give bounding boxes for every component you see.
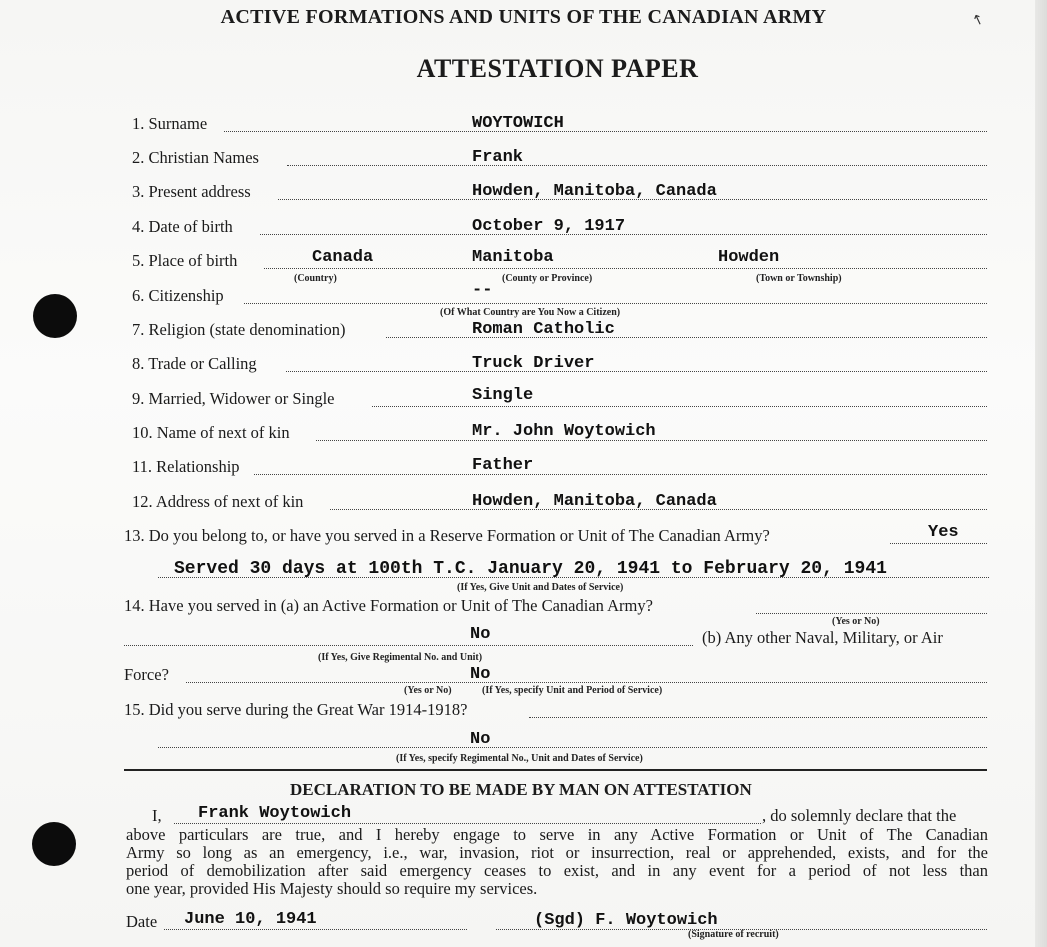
dotted-line: [244, 303, 987, 304]
field-next-of-kin-address: [132, 490, 987, 514]
question-14-b-answer: [124, 663, 987, 687]
question-13: [124, 524, 987, 548]
answer-15: No: [470, 730, 491, 749]
birth-town: Howden: [718, 248, 780, 267]
scan-edge: [1035, 0, 1047, 947]
answer-b: No: [470, 665, 491, 684]
question-14: [124, 594, 987, 618]
dotted-line: [264, 268, 987, 269]
declaration-line-5: one year, provided His Majesty should so require my services.: [126, 879, 538, 898]
caption-q13: (If Yes, Give Unit and Dates of Service): [457, 582, 624, 593]
question-text: 13. Do you belong to, or have you served in a Reserve Formation or Unit of The Canadian Army?: [124, 526, 770, 545]
field-value: Single: [472, 386, 534, 405]
recruit-signature: (Sgd) F. Woytowich: [534, 911, 718, 930]
field-label: 11. Relationship: [132, 457, 240, 476]
section-divider: [124, 769, 987, 771]
field-value: WOYTOWICH: [472, 114, 564, 133]
caption-q15: (If Yes, specify Regimental No., Unit and Dates of Service): [396, 753, 643, 764]
declaration-line-1-suffix: , do solemnly declare that the: [762, 806, 957, 825]
form-title: ATTESTATION PAPER: [416, 54, 699, 83]
field-present-address: [132, 180, 987, 204]
field-label: 12. Address of next of kin: [132, 492, 304, 511]
field-label: 6. Citizenship: [132, 286, 224, 305]
declaration-date: June 10, 1941: [184, 910, 317, 929]
dotted-line: [890, 543, 987, 544]
field-label: 9. Married, Widower or Single: [132, 389, 335, 408]
field-place-of-birth: [132, 249, 987, 273]
dotted-line: [186, 682, 987, 683]
caption-town: (Town or Township): [756, 273, 842, 284]
caption-province: (County or Province): [502, 273, 593, 284]
caption-citizenship: (Of What Country are You Now a Citizen): [440, 307, 621, 318]
declaration-title: DECLARATION TO BE MADE BY MAN ON ATTESTATION: [290, 780, 752, 799]
question-15-answer: [158, 728, 987, 752]
declaration-line-2: above particulars are true, and I hereby engage to serve in any Active Formation or Unit of The Canadian: [126, 825, 988, 844]
field-date-of-birth: [132, 215, 987, 239]
field-religion: [132, 318, 987, 342]
corner-mark: ↖: [969, 10, 987, 30]
declaration-date-signature: [126, 910, 987, 934]
field-label: 10. Name of next of kin: [132, 423, 290, 442]
field-label: 2. Christian Names: [132, 148, 259, 167]
caption-q14b: (If Yes, specify Unit and Period of Service): [482, 685, 663, 696]
caption-signature: (Signature of recruit): [688, 929, 779, 940]
question-14-a-answer: [124, 626, 987, 650]
field-label: 8. Trade or Calling: [132, 354, 257, 373]
recruit-name: Frank Woytowich: [198, 804, 352, 823]
question-13-detail: [158, 558, 989, 582]
field-label: 1. Surname: [132, 114, 208, 133]
field-value: --: [472, 281, 493, 300]
birth-province: Manitoba: [472, 248, 554, 267]
field-label: 4. Date of birth: [132, 217, 233, 236]
dotted-line: [158, 747, 987, 748]
declaration-line-4: period of demobilization after said emergency ceases to exist, and in any event for a period of not less than: [126, 861, 988, 880]
field-value: October 9, 1917: [472, 217, 626, 236]
question-14-b-text: (b) Any other Naval, Military, or Air: [702, 628, 943, 647]
field-value: Frank: [472, 148, 524, 167]
question-15: [124, 698, 987, 722]
punch-hole: [32, 822, 76, 866]
dotted-line: [529, 717, 987, 718]
field-next-of-kin: [132, 421, 987, 445]
dotted-line: [286, 371, 987, 372]
caption-q14b-yes-no: (Yes or No): [404, 685, 452, 696]
declaration-prefix: I,: [152, 806, 162, 825]
caption-q14a: (If Yes, Give Regimental No. and Unit): [318, 652, 483, 663]
dotted-line: [164, 929, 467, 930]
field-label: 5. Place of birth: [132, 251, 238, 270]
form-header: ACTIVE FORMATIONS AND UNITS OF THE CANADIAN ARMY: [220, 6, 827, 28]
dotted-line: [224, 131, 987, 132]
dotted-line: [254, 474, 987, 475]
field-label: 7. Religion (state denomination): [132, 320, 346, 339]
birth-country: Canada: [312, 248, 374, 267]
question-answer: Yes: [928, 523, 959, 542]
force-label: Force?: [124, 665, 169, 684]
field-value: Father: [472, 456, 534, 475]
field-value: Mr. John Woytowich: [472, 422, 656, 441]
dotted-line: [756, 613, 987, 614]
dotted-line: [174, 823, 761, 824]
answer-a: No: [470, 625, 491, 644]
service-detail: Served 30 days at 100th T.C. January 20, 1941 to February 20, 1941: [174, 559, 887, 579]
field-value: Howden, Manitoba, Canada: [472, 492, 717, 511]
question-text: 14. Have you served in (a) an Active Formation or Unit of The Canadian Army?: [124, 596, 653, 615]
field-trade: [132, 352, 987, 376]
field-label: 3. Present address: [132, 182, 251, 201]
field-citizenship: [132, 281, 987, 308]
field-marital-status: [132, 387, 987, 411]
caption-yes-no: (Yes or No): [832, 616, 880, 627]
field-value: Howden, Manitoba, Canada: [472, 182, 717, 201]
date-label: Date: [126, 912, 158, 931]
dotted-line: [372, 406, 987, 407]
field-surname: [132, 112, 987, 136]
punch-hole: [33, 294, 77, 338]
dotted-line: [124, 645, 693, 646]
field-value: Roman Catholic: [472, 320, 615, 339]
field-relationship: [132, 455, 987, 479]
dotted-line: [287, 165, 987, 166]
declaration-line-3: Army so long as an emergency, i.e., war, invasion, riot or insurrection, real or apprehended, exists, and for the: [126, 843, 988, 862]
field-christian-names: [132, 146, 987, 170]
field-value: Truck Driver: [472, 354, 595, 373]
question-text: 15. Did you serve during the Great War 1914-1918?: [124, 700, 468, 719]
caption-country: (Country): [294, 273, 337, 284]
